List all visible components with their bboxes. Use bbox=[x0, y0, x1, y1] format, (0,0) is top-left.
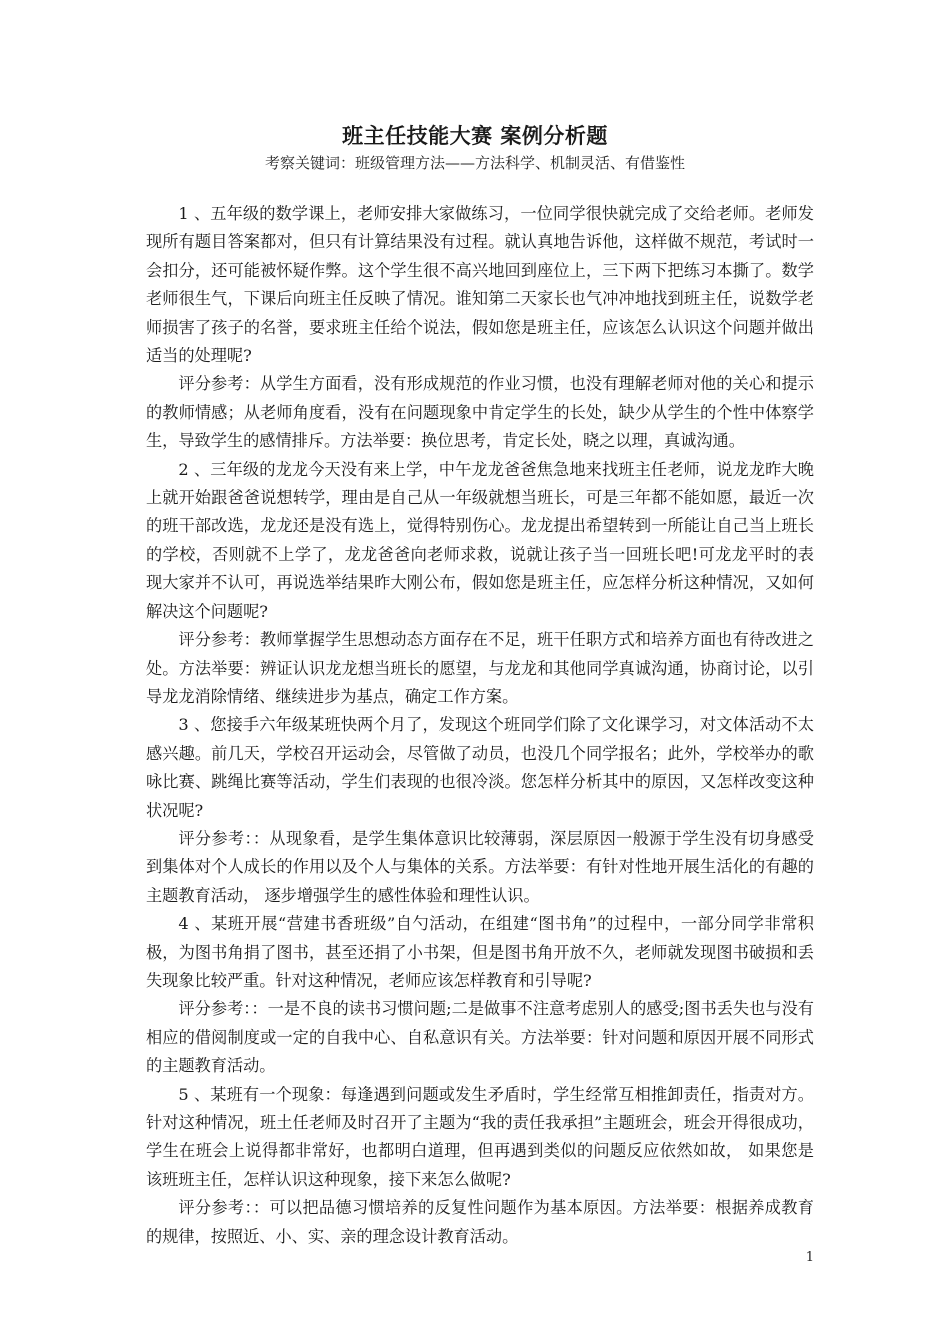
page-title: 班主任技能大赛 案例分析题 bbox=[342, 123, 608, 148]
case-3-question: 3 、您接手六年级某班快两个月了，发现这个班同学们除了文化课学习，对文体活动不太感兴趣。前几天，学校召开运动会，尽管做了动员，也没几个同学报名；此外，学校举办的歌咏比赛、跳绳比赛等活动，学生们表现的也很冷淡。您怎样分析其中的原因，又怎样改变这种状况呢? bbox=[146, 715, 814, 820]
document-body bbox=[146, 200, 814, 1251]
case-5-question: 5 、某班有一个现象：每逢遇到问题或发生矛盾时，学生经常互相推卸责任，指责对方。针对这种情况，班土任老师及时召开了主题为“我的责任我承担”主题班会，班会开得很成功，学生在班会上说得都非常好，也都明白道理，但再遇到类似的问题反应依然如故， 如果您是该班班主任，怎样认识这种现象，接下来怎么做呢? bbox=[146, 1084, 814, 1189]
case-4-reference: 评分参考：：一是不良的读书习惯问题;二是做事不注意考虑别人的感受;图书丢失也与没有相应的借阅制度或一定的自我中心、自私意识有关。方法举要：针对问题和原因开展不同形式的主题教育活动。 bbox=[146, 999, 814, 1076]
page-subtitle: 考察关键词：班级管理方法——方法科学、机制灵活、有借鉴性 bbox=[264, 154, 685, 172]
case-3-reference: 评分参考：：从现象看，是学生集体意识比较薄弱，深层原因一般源于学生没有切身感受到集体对个人成长的作用以及个人与集体的关系。方法举要：有针对性地开展生活化的有趣的主题教育活动， 逐步增强学生的感性体验和理性认识。 bbox=[146, 828, 814, 905]
case-1-question: 1 、五年级的数学课上，老师安排大家做练习，一位同学很快就完成了交给老师。老师发现所有题目答案都对，但只有计算结果没有过程。就认真地告诉他，这样做不规范，考试时一会扣分，还可能被怀疑作弊。这个学生很不高兴地回到座位上，三下两下把练习本撕了。数学老师很生气，下课后向班主任反映了情况。谁知第二天家长也气冲冲地找到班主任，说数学老师损害了孩子的名誉，要求班主任给个说法，假如您是班主任，应该怎么认识这个问题并做出适当的处理呢? bbox=[146, 204, 814, 366]
case-5-reference: 评分参考：：可以把品德习惯培养的反复性问题作为基本原因。方法举要：根据养成教育的规律，按照近、小、实、亲的理念设计教育活动。 bbox=[146, 1198, 814, 1246]
page-number: 1 bbox=[805, 1250, 814, 1265]
case-4-question: 4 、某班开展“营建书香班级”自勺活动，在组建“图书角”的过程中，一部分同学非常积极，为图书角捐了图书，甚至还捐了小书架，但是图书角开放不久，老师就发现图书破损和丢失现象比较严重。针对这种情况，老师应该怎样教育和引导呢? bbox=[146, 914, 814, 990]
case-1-reference: 评分参考：从学生方面看，没有形成规范的作业习惯，也没有理解老师对他的关心和提示的教师情感；从老师角度看，没有在问题现象中肯定学生的长处，缺少从学生的个性中体察学生，导致学生的感情排斥。方法举要：换位思考，肯定长处，晓之以理，真诚沟通。 bbox=[146, 374, 814, 451]
case-2-question: 2 、三年级的龙龙今天没有来上学，中午龙龙爸爸焦急地来找班主任老师，说龙龙昨大晚上就开始跟爸爸说想转学，理由是自己从一年级就想当班长，可是三年都不能如愿，最近一次的班干部改选，龙龙还是没有选上，觉得特别伤心。龙龙提出希望转到一所能让自己当上班长的学校，否则就不上学了，龙龙爸爸向老师求救，说就让孩子当一回班长吧!可龙龙平时的表现大家并不认可，再说选举结果昨大刚公布，假如您是班主任，应怎样分析这种情况，又如何解决这个问题呢? bbox=[146, 459, 814, 621]
case-2-reference: 评分参考：教师掌握学生思想动态方面存在不足，班干任职方式和培养方面也有待改进之处。方法举要：辨证认识龙龙想当班长的愿望，与龙龙和其他同学真诚沟通，协商讨论，以引导龙龙消除情绪、继续进步为基点，确定工作方案。 bbox=[146, 630, 814, 706]
